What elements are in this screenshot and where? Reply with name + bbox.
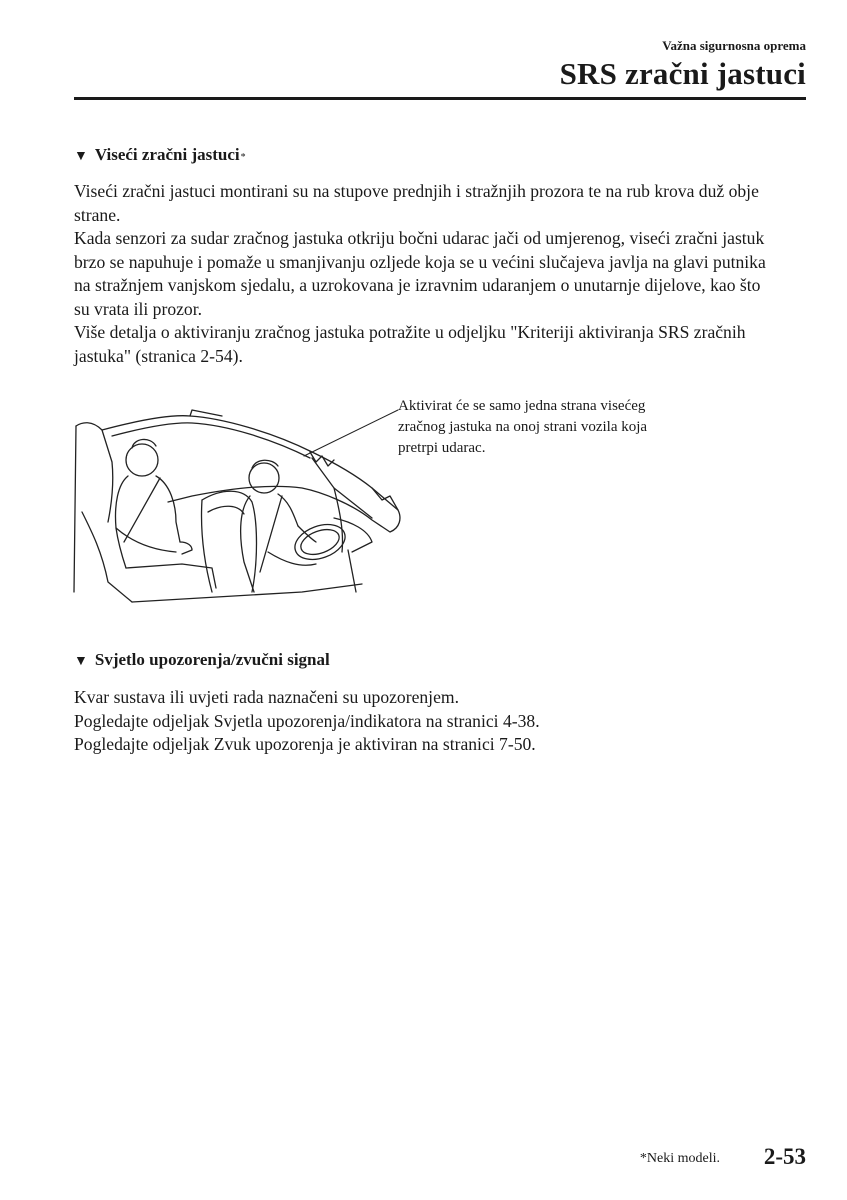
caption-line: pretrpi udarac. [398, 440, 486, 456]
paragraph: Viseći zračni jastuci montirani su na stupove prednjih i stražnjih prozora te na rub krova duž obje strane. [74, 181, 759, 225]
triangle-marker-icon: ▼ [74, 149, 88, 164]
curtain-airbag-outline [102, 416, 400, 532]
paragraph: Više detalja o aktiviranju zračnog jastuka potražite u odjeljku "Kriteriji aktiviranja SRS zračnih jastuka" (stranica 2-54). [74, 322, 746, 366]
section-heading-text: Svjetlo upozorenja/zvučni signal [94, 650, 330, 669]
footnote: *Neki modeli. [639, 1151, 720, 1166]
paragraph: Kvar sustava ili uvjeti rada naznačeni su upozorenjem. [74, 687, 459, 707]
running-header-section: Važna sigurnosna oprema [662, 38, 806, 53]
section-heading-warning-light [74, 650, 330, 670]
triangle-marker-icon: ▼ [74, 654, 88, 669]
caption-line: zračnog jastuka na onoj strani vozila koja [398, 419, 648, 435]
header-rule [74, 97, 806, 100]
callout-leader-line [304, 410, 398, 456]
caption-line: Aktivirat će se samo jedna strana visećeg [398, 398, 646, 414]
page-number: 2-53 [763, 1144, 806, 1169]
rear-passenger-head [126, 444, 158, 476]
heading-footnote-mark: * [240, 152, 246, 163]
paragraph: Kada senzori za sudar zračnog jastuka otkriju bočni udarac jači od umjerenog, viseći zračni jastuk brzo se napuhuje i pomaže u smanjivanju ozljede koja se u većini slučajeva javlja na glavi putnika na stražnjem vanjskom sjedalu, a uzrokovana je izravnim udaranjem o unutarnje dijelove, kao što su vrata ili prozor. [74, 228, 766, 319]
driver-head [249, 463, 279, 493]
paragraph: Pogledajte odjeljak Svjetla upozorenja/indikatora na stranici 4-38. [74, 710, 540, 731]
section-body-curtain-airbags [74, 180, 774, 368]
section-heading-text: Viseći zračni jastuci [94, 145, 240, 164]
figure-caption [398, 396, 718, 459]
curtain-airbag-illustration [72, 392, 412, 614]
section-body-warning-light [74, 686, 774, 757]
driver-seatbelt [260, 496, 282, 572]
rear-seatbelt [124, 478, 160, 542]
paragraph: Pogledajte odjeljak Zvuk upozorenja je aktiviran na stranici 7-50. [74, 734, 536, 754]
page-title: SRS zračni jastuci [559, 56, 806, 91]
section-heading-curtain-airbags [74, 145, 246, 165]
